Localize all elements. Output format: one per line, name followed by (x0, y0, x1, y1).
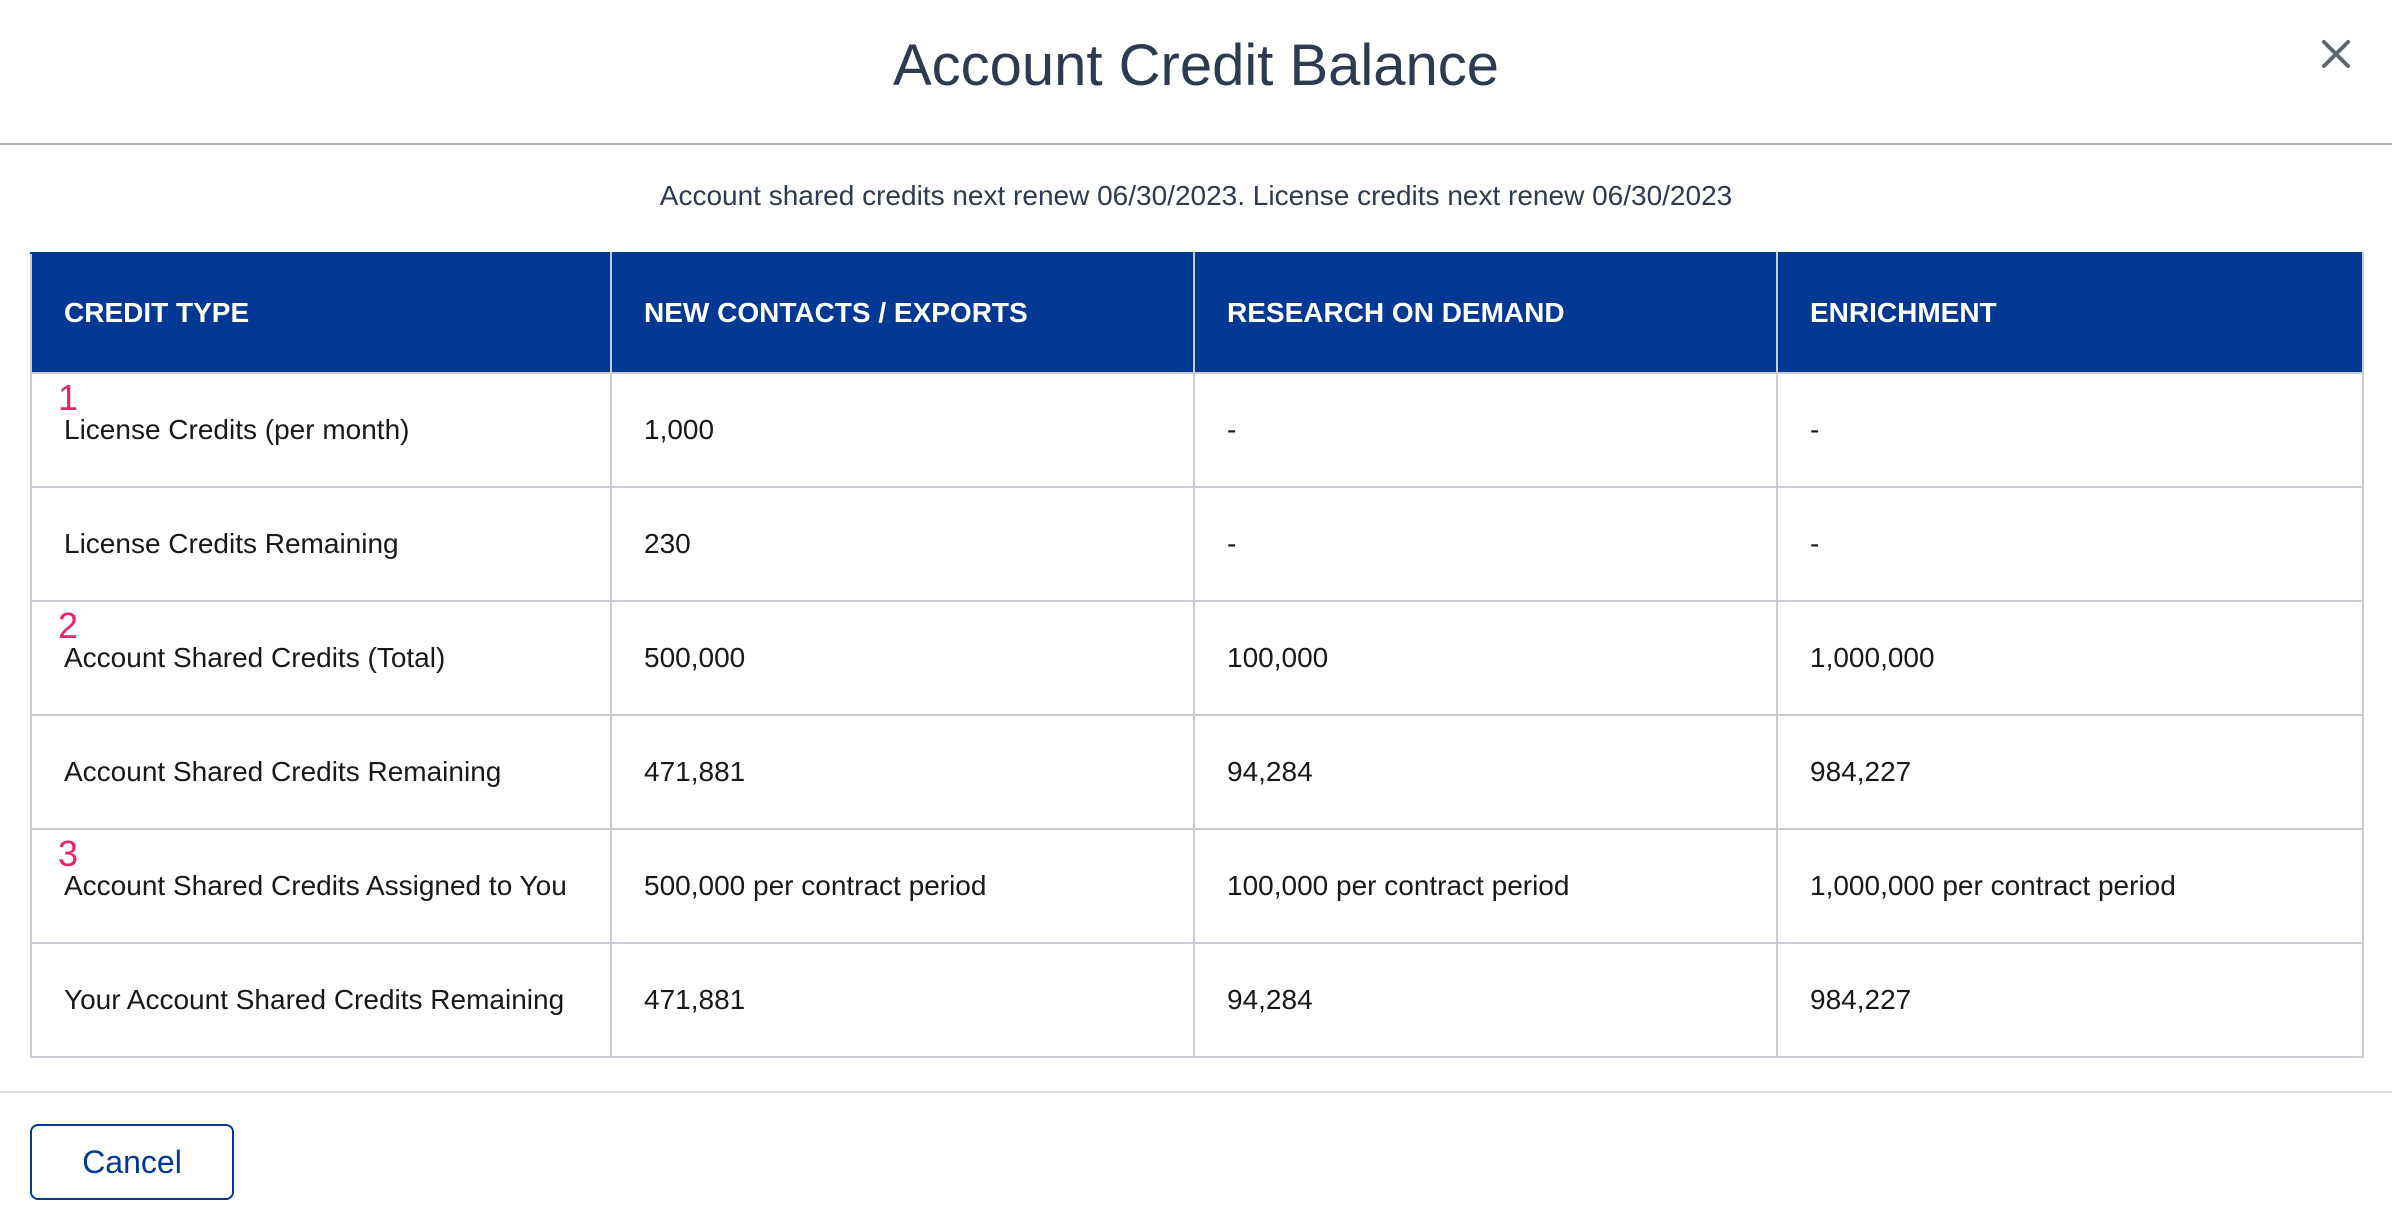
research-on-demand-cell: - (1194, 487, 1777, 601)
credit-balance-table (30, 252, 2364, 1058)
research-on-demand-cell: - (1194, 373, 1777, 487)
credit-type-label: License Credits (per month) (64, 414, 410, 445)
row-marker: 1 (58, 377, 79, 418)
enrichment-cell: 984,227 (1777, 715, 2363, 829)
table-row (31, 715, 2363, 829)
table-row (31, 943, 2363, 1057)
credit-type-label: License Credits Remaining (64, 528, 399, 559)
column-header-new-contacts-exports: NEW CONTACTS / EXPORTS (611, 253, 1194, 373)
enrichment-cell: 984,227 (1777, 943, 2363, 1057)
credit-type-label: Account Shared Credits Remaining (64, 756, 502, 787)
new-contacts-exports-cell: 500,000 (611, 601, 1194, 715)
new-contacts-exports-cell: 500,000 per contract period (611, 829, 1194, 943)
research-on-demand-cell: 100,000 per contract period (1194, 829, 1777, 943)
footer-divider (0, 1091, 2392, 1093)
table-row (31, 601, 2363, 715)
credit-type-cell (31, 943, 611, 1057)
table-row (31, 487, 2363, 601)
credit-type-label: Account Shared Credits Assigned to You (64, 870, 567, 901)
research-on-demand-cell: 94,284 (1194, 943, 1777, 1057)
research-on-demand-cell: 94,284 (1194, 715, 1777, 829)
close-button[interactable] (2308, 26, 2364, 82)
modal-title: Account Credit Balance (892, 33, 1500, 98)
credit-type-cell (31, 829, 611, 943)
row-marker: 2 (58, 605, 79, 646)
enrichment-cell: - (1777, 373, 2363, 487)
credit-type-cell (31, 715, 611, 829)
table-row (31, 829, 2363, 943)
enrichment-cell: - (1777, 487, 2363, 601)
row-marker: 3 (58, 833, 79, 874)
column-header-research-on-demand: RESEARCH ON DEMAND (1194, 253, 1777, 373)
close-icon (2308, 26, 2364, 82)
research-on-demand-cell: 100,000 (1194, 601, 1777, 715)
credit-type-cell (31, 487, 611, 601)
column-header-enrichment: ENRICHMENT (1777, 253, 2363, 373)
modal-header (0, 0, 2392, 145)
table-header-row (31, 253, 2363, 373)
new-contacts-exports-cell: 230 (611, 487, 1194, 601)
new-contacts-exports-cell: 1,000 (611, 373, 1194, 487)
cancel-button[interactable]: Cancel (30, 1124, 234, 1200)
credit-type-cell (31, 373, 611, 487)
enrichment-cell: 1,000,000 (1777, 601, 2363, 715)
enrichment-cell: 1,000,000 per contract period (1777, 829, 2363, 943)
credit-type-label: Your Account Shared Credits Remaining (64, 984, 565, 1015)
new-contacts-exports-cell: 471,881 (611, 943, 1194, 1057)
credit-type-label: Account Shared Credits (Total) (64, 642, 446, 673)
new-contacts-exports-cell: 471,881 (611, 715, 1194, 829)
renew-note: Account shared credits next renew 06/30/2023. License credits next renew 06/30/2023 (659, 180, 1733, 211)
column-header-credit-type: CREDIT TYPE (31, 253, 611, 373)
credit-type-cell (31, 601, 611, 715)
table-row (31, 373, 2363, 487)
